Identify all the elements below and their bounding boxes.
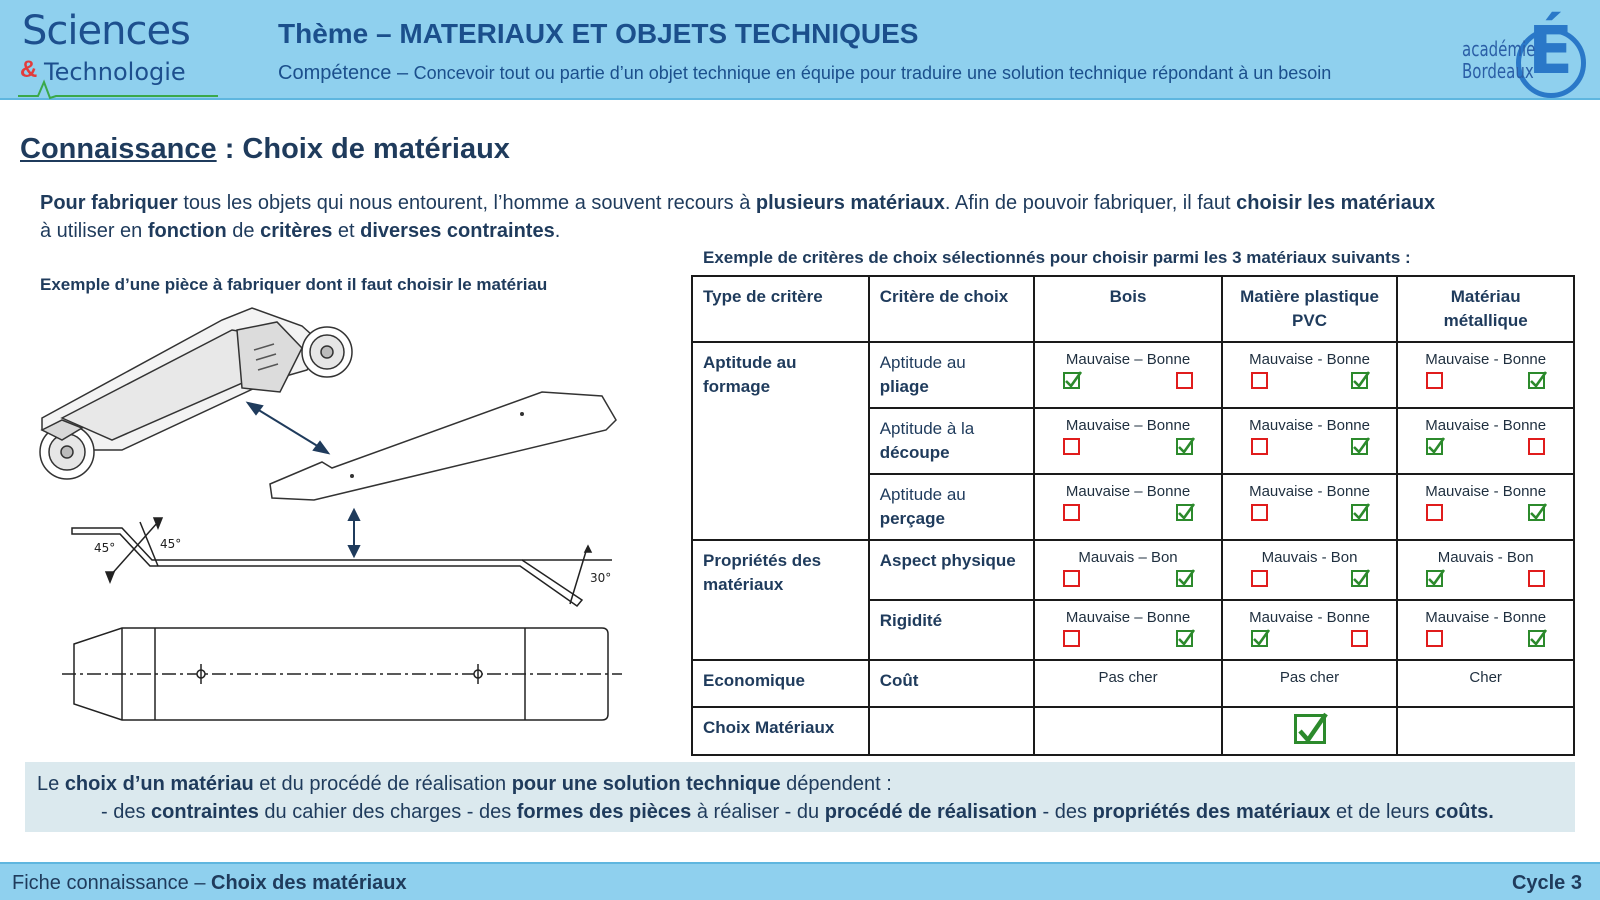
table-row: [692, 342, 1574, 408]
table-row: [692, 707, 1574, 755]
rating-label: Mauvaise - Bonne: [1425, 417, 1547, 434]
rating-label: Mauvaise - Bonne: [1425, 609, 1547, 626]
cell-percage-bois: [1034, 474, 1221, 540]
drawing-caption: Exemple d’une pièce à fabriquer dont il faut choisir le matériau: [40, 275, 548, 294]
check-yes-icon: [1351, 570, 1368, 587]
intro-text-1: tous les objets qui nous entourent, l’homme a souvent recours à: [177, 192, 756, 214]
check-no-icon: [1251, 504, 1268, 521]
rating-label: Mauvaise – Bonne: [1065, 417, 1191, 434]
cell-choix-critere: [869, 707, 1035, 755]
theme-title: Thème – MATERIAUX ET OBJETS TECHNIQUES: [278, 18, 919, 49]
type-formage-line2: formage: [703, 377, 771, 396]
check-yes-icon: [1528, 630, 1545, 647]
academie-line1: académie: [1462, 37, 1536, 61]
concl-bold: contraintes: [151, 801, 259, 823]
critere-aspect: [869, 540, 1035, 600]
critere-pliage-line2: pliage: [879, 377, 929, 396]
cell-aspect-bois: [1034, 540, 1221, 600]
logo-ampersand: &: [20, 56, 38, 83]
check-yes-icon: [1426, 438, 1443, 455]
table-header-row: [692, 276, 1574, 342]
concl-bold: formes des pièces: [516, 801, 692, 823]
table-row: [692, 540, 1574, 600]
type-choix: Choix Matériaux: [692, 707, 869, 755]
concl-bold: procédé de réalisation: [824, 801, 1037, 823]
type-formage-line1: Aptitude au: [703, 353, 797, 372]
check-no-icon: [1063, 570, 1080, 587]
footer-title: [12, 872, 407, 895]
check-no-icon: [1063, 504, 1080, 521]
check-yes-icon: [1528, 372, 1545, 389]
check-yes-icon: [1176, 630, 1193, 647]
checkmark-glyph: [1351, 369, 1371, 391]
check-yes-icon: [1351, 438, 1368, 455]
cell-pliage-metal: [1397, 342, 1574, 408]
top-view-drawing: [62, 628, 622, 720]
header-pvc: [1222, 276, 1398, 342]
check-no-icon: [1528, 570, 1545, 587]
check-yes-icon: [1351, 372, 1368, 389]
footer-text: Fiche connaissance –: [12, 872, 212, 894]
critere-rigidite-label: Rigidité: [879, 611, 943, 630]
check-no-icon: [1063, 630, 1080, 647]
check-yes-icon: [1063, 372, 1080, 389]
competence-line: [278, 62, 1331, 85]
checkmark-glyph: [1426, 567, 1446, 589]
intro-bold-2: plusieurs matériaux: [755, 192, 945, 214]
check-no-icon: [1426, 504, 1443, 521]
critere-decoupe: [869, 408, 1035, 474]
check-no-icon: [1251, 438, 1268, 455]
critere-cout-label: Coût: [879, 671, 919, 690]
big-checkmark-glyph: [1294, 709, 1330, 749]
cell-choix-metal: [1397, 707, 1574, 755]
check-yes-icon: [1351, 504, 1368, 521]
competence-label: Compétence –: [278, 62, 414, 84]
check-yes-icon: [1176, 504, 1193, 521]
cell-percage-metal: [1397, 474, 1574, 540]
concl-text: dépendent :: [780, 773, 892, 795]
intro-bold-6: diverses contraintes: [360, 220, 555, 242]
rating-label: Mauvaise – Bonne: [1065, 609, 1191, 626]
rating-label: Mauvaise - Bonne: [1249, 351, 1370, 368]
check-no-icon: [1351, 630, 1368, 647]
concl-bold: choix d’un matériau: [64, 773, 254, 795]
cell-pliage-pvc: [1222, 342, 1398, 408]
table-caption: Exemple de critères de choix sélectionnés pour choisir parmi les 3 matériaux suivants :: [703, 248, 1411, 267]
cell-percage-pvc: [1222, 474, 1398, 540]
checkmark-glyph: [1528, 501, 1548, 523]
critere-rigidite: [869, 600, 1035, 660]
concl-bold: coûts.: [1434, 801, 1494, 823]
check-yes-icon: [1528, 504, 1545, 521]
rating-label: Mauvais - Bon: [1261, 549, 1358, 566]
checkmark-glyph: [1176, 501, 1196, 523]
concl-bold: propriétés des matériaux: [1092, 801, 1331, 823]
critere-pliage-line1: Aptitude au: [879, 353, 966, 372]
rating-label: Mauvaise – Bonne: [1065, 483, 1191, 500]
page-title: [20, 133, 510, 166]
type-proprietes-line1: Propriétés des: [703, 551, 822, 570]
critere-decoupe-line1: Aptitude à la: [879, 419, 975, 438]
check-no-icon: [1426, 630, 1443, 647]
rating-label: Mauvaise - Bonne: [1249, 483, 1370, 500]
rating-label: Mauvaise - Bonne: [1425, 351, 1547, 368]
rating-label: Mauvais – Bon: [1078, 549, 1178, 566]
check-no-icon: [1251, 372, 1268, 389]
intro-text-4: de: [226, 220, 261, 242]
intro-text-6: .: [554, 220, 561, 242]
cell-cout-pvc: Pas cher: [1222, 660, 1398, 707]
critere-pliage: [869, 342, 1035, 408]
competence-text: Concevoir tout ou partie d’un objet technique en équipe pour traduire une solution technique répondant à un besoin: [413, 63, 1332, 83]
concl-text: à réaliser - du: [691, 801, 825, 823]
sciences-technologie-logo: [18, 6, 218, 94]
cell-rigidite-metal: [1397, 600, 1574, 660]
critere-percage-line2: perçage: [879, 509, 945, 528]
check-no-icon: [1251, 570, 1268, 587]
header-metal: [1397, 276, 1574, 342]
diagonal-arrow-icon: [248, 403, 328, 453]
scooter-illustration: [40, 308, 352, 479]
concl-bold: pour une solution technique: [511, 773, 781, 795]
intro-bold-5: critères: [260, 220, 333, 242]
type-formage: [692, 342, 869, 540]
critere-percage-line1: Aptitude au: [879, 485, 966, 504]
header-pvc-line1: Matière plastique: [1240, 287, 1379, 306]
header-type: Type de critère: [692, 276, 869, 342]
cell-rigidite-bois: [1034, 600, 1221, 660]
criteria-table: [691, 275, 1575, 756]
rating-label: Mauvaise - Bonne: [1249, 609, 1370, 626]
title-connaissance: Connaissance: [20, 133, 217, 165]
check-yes-icon: [1251, 630, 1268, 647]
cell-choix-bois: [1034, 707, 1221, 755]
concl-text: et du procédé de réalisation: [253, 773, 512, 795]
check-yes-icon: [1176, 438, 1193, 455]
cell-decoupe-metal: [1397, 408, 1574, 474]
checkmark-glyph: [1351, 435, 1371, 457]
intro-text-3: à utiliser en: [40, 220, 148, 242]
critere-aspect-label: Aspect physique: [879, 551, 1016, 570]
logo-text-sciences: [22, 8, 190, 54]
cell-aspect-metal: [1397, 540, 1574, 600]
checkmark-glyph: [1176, 435, 1196, 457]
concl-text: - des: [1036, 801, 1093, 823]
concl-text: Le: [37, 773, 65, 795]
checkmark-glyph: [1426, 435, 1446, 457]
angle-label-30: 30°: [590, 571, 612, 585]
header-metal-line1: Matériau: [1450, 287, 1521, 306]
rating-label: Mauvaise - Bonne: [1425, 483, 1547, 500]
vertical-arrow-icon: [349, 510, 359, 556]
academie-text: [1462, 38, 1535, 82]
type-proprietes-line2: matériaux: [703, 575, 784, 594]
conclusion-line1: [37, 770, 1563, 798]
intro-bold-3: choisir les matériaux: [1236, 192, 1436, 214]
academie-bordeaux-logo: [1460, 6, 1590, 98]
cell-choix-pvc: [1222, 707, 1398, 755]
academie-line2: Bordeaux: [1462, 59, 1534, 83]
check-yes-icon: [1426, 570, 1443, 587]
rating-label: Mauvaise – Bonne: [1065, 351, 1191, 368]
rating-label: Mauvaise - Bonne: [1249, 417, 1370, 434]
logo-text-technologie: Technologie: [44, 58, 186, 86]
conclusion-box: [25, 762, 1575, 832]
rating-label: Mauvais - Bon: [1437, 549, 1534, 566]
critere-percage: [869, 474, 1035, 540]
cell-cout-metal: Cher: [1397, 660, 1574, 707]
intro-bold-4: fonction: [147, 220, 227, 242]
angle-label-45-right: 45°: [160, 537, 182, 551]
concl-text: - des: [101, 801, 152, 823]
header-metal-line2: métallique: [1443, 311, 1528, 330]
check-no-icon: [1063, 438, 1080, 455]
logo-word-sciences: Sciences: [22, 8, 190, 54]
cell-pliage-bois: [1034, 342, 1221, 408]
footer-banner: [0, 862, 1600, 900]
title-subject: : Choix de matériaux: [216, 133, 510, 165]
check-no-icon: [1528, 438, 1545, 455]
checkmark-glyph: [1176, 627, 1196, 649]
side-profile-drawing: [72, 518, 612, 606]
cell-decoupe-bois: [1034, 408, 1221, 474]
checkmark-glyph: [1351, 567, 1371, 589]
cell-decoupe-pvc: [1222, 408, 1398, 474]
logo-wave-icon: [18, 78, 218, 100]
intro-text-2: . Afin de pouvoir fabriquer, il faut: [944, 192, 1237, 214]
check-no-icon: [1176, 372, 1193, 389]
footer-bold: Choix des matériaux: [211, 872, 407, 894]
checkmark-glyph: [1063, 369, 1083, 391]
technical-drawing: [22, 300, 642, 740]
checkmark-glyph: [1351, 501, 1371, 523]
checkmark-glyph: [1251, 627, 1271, 649]
critere-cout: [869, 660, 1035, 707]
footer-cycle: Cycle 3: [1511, 872, 1582, 894]
cell-aspect-pvc: [1222, 540, 1398, 600]
academie-letter: É: [1528, 12, 1574, 89]
cell-rigidite-pvc: [1222, 600, 1398, 660]
header-bois: Bois: [1034, 276, 1221, 342]
check-no-icon: [1426, 372, 1443, 389]
type-economique: Economique: [692, 660, 869, 707]
checkmark-glyph: [1176, 567, 1196, 589]
check-yes-icon: [1176, 570, 1193, 587]
intro-paragraph: [40, 189, 1570, 245]
selected-check-icon: [1294, 714, 1326, 744]
concl-text: et de leurs: [1330, 801, 1435, 823]
header-critere: Critère de choix: [869, 276, 1035, 342]
header-banner: [0, 0, 1600, 100]
intro-bold-1: Pour fabriquer: [40, 192, 178, 214]
critere-decoupe-line2: découpe: [879, 443, 950, 462]
angle-label-45-left: 45°: [94, 541, 116, 555]
intro-text-5: et: [332, 220, 361, 242]
checkmark-glyph: [1528, 627, 1548, 649]
header-pvc-line2: PVC: [1292, 311, 1328, 330]
cell-cout-bois: Pas cher: [1034, 660, 1221, 707]
table-row: [692, 660, 1574, 707]
checkmark-glyph: [1528, 369, 1548, 391]
concl-text: du cahier des charges - des: [258, 801, 517, 823]
type-proprietes: [692, 540, 869, 660]
conclusion-line2: [37, 798, 1563, 826]
